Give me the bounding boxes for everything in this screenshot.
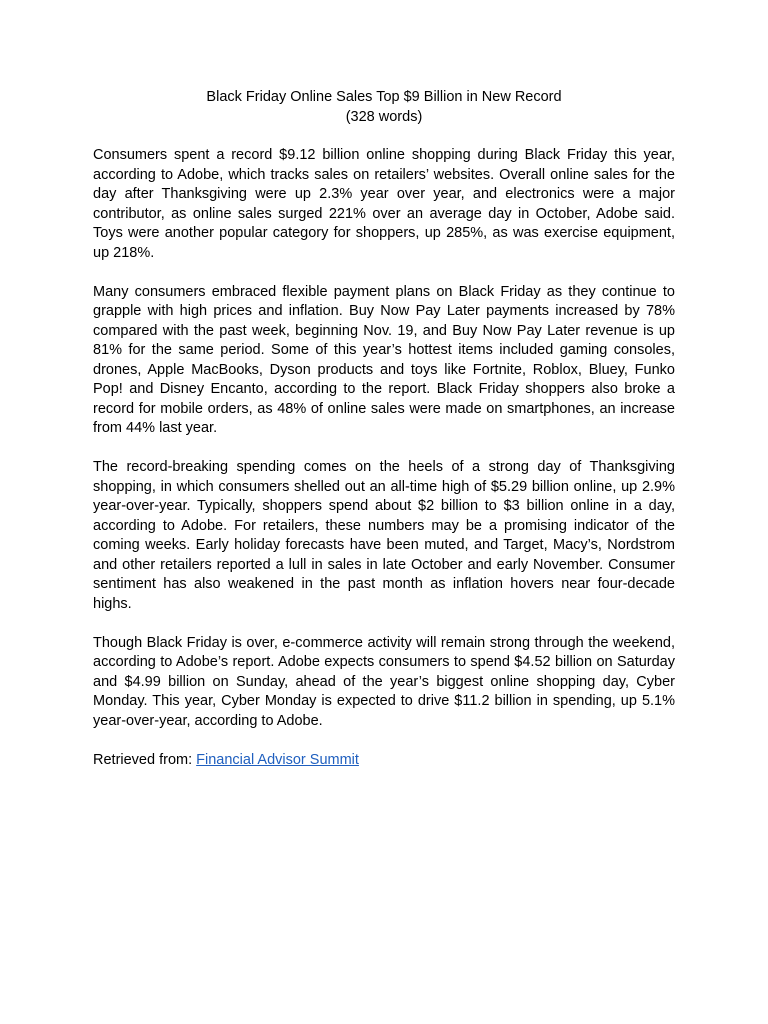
document-page (93, 88, 675, 770)
paragraph-4: Though Black Friday is over, e-commerce activity will remain strong through the weekend, according to Adobe’s report. Adobe expects consumers to spend $4.52 billion on Saturday and $4.99 billion on Sunday, ahead of the year’s biggest online shopping day, Cyber Monday. This year, Cyber Monday is expected to drive $11.2 billion in spending, up 5.1% year-over-year, according to Adobe. (93, 634, 675, 729)
paragraph-3: The record-breaking spending comes on the heels of a strong day of Thanksgiving shopping, in which consumers shelled out an all-time high of $5.29 billion online, up 2.9% year-over-year. Typically, shoppers spend about $2 billion to $3 billion online in a day, according to Adobe. For retailers, these numbers may be a promising indicator of the coming weeks. Early holiday forecasts have been muted, and Target, Macy’s, Nordstrom and other retailers reported a lull in sales in late October and early November. Consumer sentiment has also weakened in the past month as inflation hovers near four-decade highs. (93, 459, 675, 612)
word-count: (328 words) (345, 108, 423, 125)
retrieved-label: Retrieved from: (93, 751, 193, 768)
paragraph-2: Many consumers embraced flexible payment plans on Black Friday as they continue to grapple with high prices and inflation. Buy Now Pay Later payments increased by 78% compared with the past week, beginning Nov. 19, and Buy Now Pay Later revenue is up 81% for the same period. Some of this year’s hottest items included gaming consoles, drones, Apple MacBooks, Dyson products and toys like Fortnite, Roblox, Bluey, Funko Pop! and Disney Encanto, according to the report. Black Friday shoppers also broke a record for mobile orders, as 48% of online sales were made on smartphones, an increase from 44% last year. (93, 283, 675, 436)
document-title: Black Friday Online Sales Top $9 Billion in New Record (206, 89, 562, 105)
title-block (93, 88, 675, 127)
source-link[interactable]: Financial Advisor Summit (196, 751, 359, 768)
paragraph-1: Consumers spent a record $9.12 billion online shopping during Black Friday this year, according to Adobe, which tracks sales on retailers’ websites. Overall online sales for the day after Thanksgiving were up 2.3% year over year, and electronics were a major contributor, as online sales surged 221% over an average day in October, Adobe said. Toys were another popular category for shoppers, up 285%, as was exercise equipment, up 218%. (93, 147, 675, 261)
retrieved-line (93, 751, 675, 771)
